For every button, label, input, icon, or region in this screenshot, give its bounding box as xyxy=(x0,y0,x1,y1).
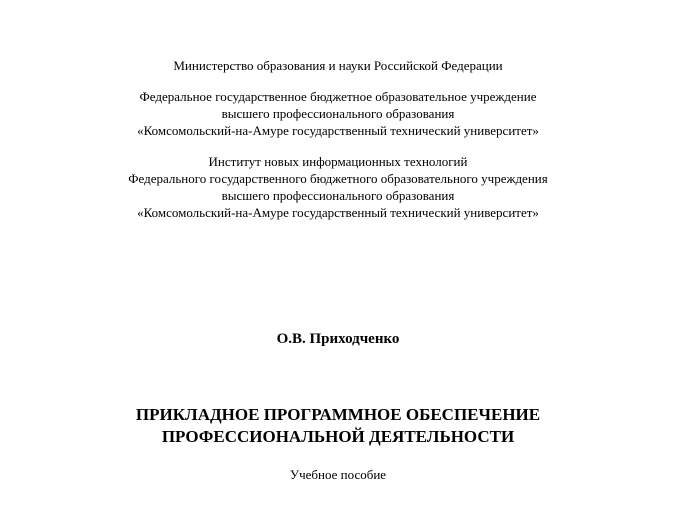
university-block xyxy=(0,88,676,139)
university-line: «Комсомольский-на-Амуре государственный технический университет» xyxy=(137,123,539,138)
institute-line: высшего профессионального образования xyxy=(221,188,455,203)
document-type xyxy=(0,466,676,483)
document-type-line: Учебное пособие xyxy=(289,467,387,482)
institute-line: «Комсомольский-на-Амуре государственный технический университет» xyxy=(137,205,539,220)
institute-line: Институт новых информационных технологий xyxy=(208,154,468,169)
author-line: О.В. Приходченко xyxy=(276,331,400,347)
university-line: Федеральное государственное бюджетное образовательное учреждение xyxy=(139,89,537,104)
ministry-name xyxy=(0,57,676,74)
institute-line: Федерального государственного бюджетного образовательного учреждения xyxy=(128,171,548,186)
ministry-line: Министерство образования и науки Российской Федерации xyxy=(173,58,503,73)
title-line: ПРИКЛАДНОЕ ПРОГРАММНОЕ ОБЕСПЕЧЕНИЕ xyxy=(135,405,541,424)
title-line: ПРОФЕССИОНАЛЬНОЙ ДЕЯТЕЛЬНОСТИ xyxy=(161,427,515,446)
institute-block xyxy=(0,153,676,221)
university-line: высшего профессионального образования xyxy=(221,106,455,121)
author-name xyxy=(0,329,676,349)
document-title xyxy=(0,404,676,448)
